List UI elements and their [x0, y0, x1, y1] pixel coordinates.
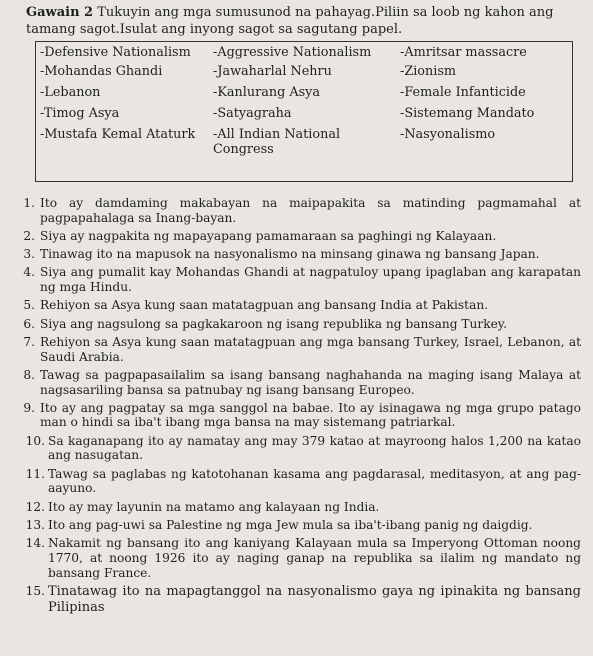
list-item: [18, 434, 581, 464]
word-choice: -Zionism: [400, 63, 457, 79]
word-choice: -Jawaharlal Nehru: [213, 63, 332, 79]
word-box-column-2: [213, 45, 400, 181]
item-number: 8.: [23, 367, 35, 382]
item-number: 9.: [23, 400, 35, 415]
item-number: 11.: [25, 466, 45, 481]
list-item: [18, 317, 581, 332]
item-text: Siya ay nagpakita ng mapayapang pamamaraan sa paghingi ng Kalayaan.: [40, 228, 497, 243]
item-text: Rehiyon sa Asya kung saan matatagpuan ang bansang India at Pakistan.: [40, 298, 489, 313]
list-item: [18, 401, 581, 431]
list-item: [18, 584, 581, 616]
word-choice: -Nasyonalismo: [400, 126, 496, 142]
item-number: 7.: [23, 334, 35, 349]
word-choice: -Defensive Nationalism: [40, 45, 191, 60]
item-text: Siya ang nagsulong sa pagkakaroon ng isang republika ng bansang Turkey.: [40, 316, 507, 331]
word-choice: -Aggressive Nationalism: [213, 45, 372, 60]
item-number: 2.: [23, 228, 35, 243]
activity-label: Gawain 2: [26, 5, 94, 20]
question-list: [18, 196, 581, 616]
word-choice: -Mohandas Ghandi: [40, 63, 163, 79]
list-item: [18, 229, 581, 244]
item-text: Tinawag ito na mapusok na nasyonalismo na minsang ginawa ng bansang Japan.: [40, 247, 540, 262]
word-box-column-1: [40, 45, 213, 181]
list-item: [18, 196, 581, 226]
instructions: [18, 4, 581, 38]
list-item: [18, 467, 581, 497]
list-item: [18, 368, 581, 398]
item-number: 10.: [25, 433, 45, 448]
item-text: Rehiyon sa Asya kung saan matatagpuan ang mga bansang Turkey, Israel, Lebanon, at Saudi Arabia.: [40, 334, 581, 364]
item-number: 4.: [23, 265, 35, 280]
word-choice: -Amritsar massacre: [400, 45, 527, 60]
word-choice: -All Indian National Congress: [213, 126, 341, 157]
item-text: Siya ang pumalit kay Mohandas Ghandi at nagpatuloy upang ipaglaban ang karapatan ng mga Hindu.: [40, 265, 581, 295]
item-number: 3.: [23, 247, 35, 262]
list-item: [18, 500, 581, 515]
item-text: Ito ay ang pagpatay sa mga sanggol na babae. Ito ay isinagawa ng mga grupo patago man o hindi sa iba't ibang mga bansa na may sistemang patriarkal.: [40, 400, 581, 430]
list-item: [18, 247, 581, 262]
item-number: 6.: [23, 316, 35, 331]
item-text: Ito ay damdaming makabayan na maipapakita sa matinding pagmamahal at pagpapahalaga sa Inang-bayan.: [40, 196, 581, 225]
instructions-text: Tukuyin ang mga sumusunod na pahayag.Piliin sa loob ng kahon ang tamang sagot.Isulat ang inyong sagot sa sagutang papel.: [26, 5, 554, 37]
word-choice: -Satyagraha: [213, 105, 292, 121]
list-item: [18, 335, 581, 365]
item-number: 15.: [25, 583, 45, 598]
word-choice: -Kanlurang Asya: [213, 84, 321, 100]
item-text: Tinatawag ito na mapagtanggol na nasyonalismo gaya ng ipinakita ng bansang Pilipinas: [48, 583, 581, 615]
word-box-column-3: [400, 45, 572, 181]
item-number: 1.: [23, 196, 35, 210]
item-text: Tawag sa pagpapasailalim sa isang bansang naghahanda na maging isang Malaya at nagsasariling bansa sa patnubay ng isang bansang Europeo.: [40, 367, 581, 397]
item-number: 13.: [25, 517, 45, 532]
word-choice: -Mustafa Kemal Ataturk: [40, 126, 196, 142]
item-number: 14.: [25, 536, 45, 551]
word-choice: -Sistemang Mandato: [400, 105, 535, 121]
item-text: Nakamit ng bansang ito ang kaniyang Kalayaan mula sa Imperyong Ottoman noong 1770, at noong 1926 ito ay naging ganap na republika sa ilalim ng mandato ng bansang France.: [48, 536, 581, 580]
item-number: 5.: [23, 298, 35, 313]
item-text: Ito ang pag-uwi sa Palestine ng mga Jew mula sa iba't-ibang panig ng daigdig.: [48, 517, 533, 532]
list-item: [18, 265, 581, 295]
word-box: [35, 41, 573, 182]
item-text: Sa kaganapang ito ay namatay ang may 379 katao at mayroong halos 1,200 na katao ang nasugatan.: [48, 433, 581, 463]
list-item: [18, 536, 581, 580]
item-text: Tawag sa paglabas ng katotohanan kasama ang pagdarasal, meditasyon, at ang pag-aayuno.: [48, 466, 581, 496]
word-choice: -Timog Asya: [40, 105, 120, 121]
item-text: Ito ay may layunin na matamo ang kalayaan ng India.: [48, 499, 380, 514]
word-choice: -Female Infanticide: [400, 84, 526, 100]
item-number: 12.: [25, 499, 45, 514]
list-item: [18, 298, 581, 313]
word-choice: -Lebanon: [40, 84, 101, 100]
list-item: [18, 518, 581, 533]
